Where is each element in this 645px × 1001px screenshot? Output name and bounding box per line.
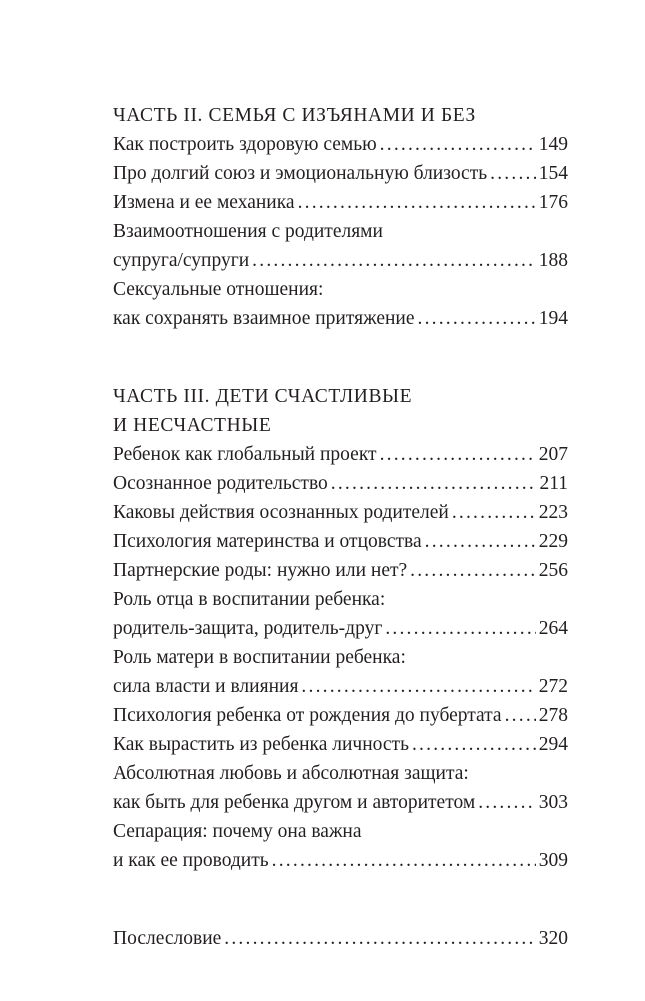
dot-leader <box>380 130 536 159</box>
toc-entry-page: 278 <box>538 705 568 726</box>
part3-heading-line1: ЧАСТЬ III. ДЕТИ СЧАСТЛИВЫЕ <box>113 386 413 407</box>
toc-entry-title: Послесловие <box>113 928 222 949</box>
dot-leader <box>490 159 536 188</box>
dot-leader <box>452 498 536 527</box>
toc-entry-page: 176 <box>538 192 568 213</box>
toc-entry-page: 309 <box>538 850 568 871</box>
toc-entry-page: 154 <box>538 163 568 184</box>
dot-leader <box>224 924 535 953</box>
toc-entry-title: Про долгий союз и эмоциональную близость <box>113 163 488 184</box>
toc-entry[interactable] <box>113 469 568 498</box>
toc-entry[interactable] <box>113 498 568 527</box>
toc-entry-page: 223 <box>538 502 568 523</box>
part3-heading-line2: И НЕСЧАСТНЫЕ <box>113 415 272 436</box>
toc-entry-title: как сохранять взаимное притяжение <box>113 308 415 329</box>
table-of-contents <box>113 101 568 953</box>
toc-entry-page: 256 <box>538 560 568 581</box>
toc-entry-title-line1: Взаимоотношения с родителями <box>113 221 383 242</box>
toc-entry-continued[interactable] <box>113 643 568 672</box>
toc-entry-title: супруга/супруги <box>113 250 250 271</box>
toc-entry-title-line1: Роль отца в воспитании ребенка: <box>113 589 386 610</box>
dot-leader <box>331 469 537 498</box>
toc-entry-title: Осознанное родительство <box>113 473 328 494</box>
toc-entry-page: 294 <box>538 734 568 755</box>
toc-entry-title: Измена и ее механика <box>113 192 295 213</box>
toc-entry-title: Психология материнства и отцовства <box>113 531 422 552</box>
toc-entry-title: родитель-защита, родитель-друг <box>113 618 383 639</box>
toc-entry[interactable] <box>113 846 568 875</box>
toc-entry-page: 229 <box>538 531 568 552</box>
toc-entry[interactable] <box>113 159 568 188</box>
toc-entry[interactable] <box>113 304 568 333</box>
toc-entry-continued[interactable] <box>113 275 568 304</box>
toc-entry[interactable] <box>113 701 568 730</box>
toc-entry-page: 303 <box>538 792 568 813</box>
dot-leader <box>380 440 536 469</box>
toc-entry-page: 264 <box>538 618 568 639</box>
toc-entry-page: 207 <box>538 444 568 465</box>
toc-entry-title: Психология ребенка от рождения до пубертата <box>113 705 502 726</box>
dot-leader <box>301 672 535 701</box>
toc-entry-title-line1: Сепарация: почему она важна <box>113 821 362 842</box>
dot-leader <box>410 556 536 585</box>
toc-entry[interactable] <box>113 672 568 701</box>
toc-entry[interactable] <box>113 614 568 643</box>
dot-leader <box>252 246 536 275</box>
toc-entry-title: Как вырастить из ребенка личность <box>113 734 409 755</box>
toc-entry-page: 320 <box>538 928 568 949</box>
dot-leader <box>272 846 536 875</box>
toc-entry-title: сила власти и влияния <box>113 676 299 697</box>
toc-entry[interactable] <box>113 556 568 585</box>
toc-entry-title: Ребенок как глобальный проект <box>113 444 377 465</box>
toc-entry[interactable] <box>113 527 568 556</box>
toc-entry-page: 211 <box>539 473 568 494</box>
section-spacer <box>113 875 568 924</box>
toc-entry-continued[interactable] <box>113 585 568 614</box>
toc-entry[interactable] <box>113 440 568 469</box>
toc-entry-title: как быть для ребенка другом и авторитетом <box>113 792 476 813</box>
toc-entry[interactable] <box>113 130 568 159</box>
toc-entry[interactable] <box>113 188 568 217</box>
toc-entry-afterword[interactable] <box>113 924 568 953</box>
dot-leader <box>505 701 536 730</box>
toc-entry-title: Каковы действия осознанных родителей <box>113 502 449 523</box>
toc-entry-title: Как построить здоровую семью <box>113 134 377 155</box>
dot-leader <box>385 614 535 643</box>
toc-entry[interactable] <box>113 730 568 759</box>
toc-entry-page: 188 <box>538 250 568 271</box>
toc-entry-continued[interactable] <box>113 217 568 246</box>
section-spacer <box>113 333 568 382</box>
dot-leader <box>425 527 536 556</box>
toc-entry-page: 194 <box>538 308 568 329</box>
dot-leader <box>412 730 536 759</box>
toc-entry-page: 272 <box>538 676 568 697</box>
toc-entry-title-line1: Абсолютная любовь и абсолютная защита: <box>113 763 469 784</box>
toc-entry-page: 149 <box>538 134 568 155</box>
dot-leader <box>298 188 536 217</box>
dot-leader <box>418 304 536 333</box>
toc-entry-title: Партнерские роды: нужно или нет? <box>113 560 408 581</box>
part2-heading: ЧАСТЬ II. СЕМЬЯ С ИЗЪЯНАМИ И БЕЗ <box>113 105 476 126</box>
toc-entry[interactable] <box>113 246 568 275</box>
toc-entry[interactable] <box>113 788 568 817</box>
dot-leader <box>478 788 536 817</box>
toc-entry-continued[interactable] <box>113 817 568 846</box>
toc-entry-title-line1: Сексуальные отношения: <box>113 279 324 300</box>
toc-entry-continued[interactable] <box>113 759 568 788</box>
toc-entry-title-line1: Роль матери в воспитании ребенка: <box>113 647 406 668</box>
toc-entry-title: и как ее проводить <box>113 850 269 871</box>
